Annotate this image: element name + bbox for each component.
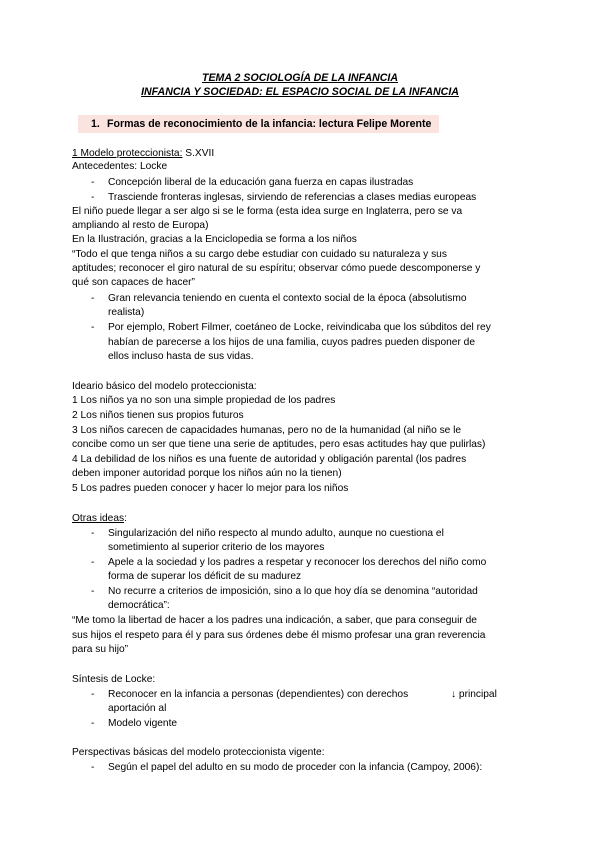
quote: qué son capaces de hacer” — [72, 277, 195, 288]
bullet-item: Concepción liberal de la educación gana fuerza en capas ilustradas — [108, 177, 414, 188]
bullet-item: Apele a la sociedad y los padres a respetar y reconocer los derechos del niño como — [108, 557, 487, 568]
model-heading — [72, 147, 214, 160]
list-item: 2 Los niños tienen sus propios futuros — [72, 410, 244, 421]
list-item: 3 Los niños carecen de capacidades humanas, pero no de la humanidad (al niño se le — [72, 425, 462, 436]
bullet-item: Trasciende fronteras inglesas, sirviendo de referencias a clases medias europeas — [108, 192, 477, 203]
paragraph: En la Ilustración, gracias a la Enciclopedia se forma a los niños — [72, 234, 357, 245]
bullet-dash: - — [91, 586, 95, 597]
model-century: S.XVII — [182, 148, 215, 159]
bullet-item: democrática”: — [108, 600, 170, 611]
bullet-item: Modelo vigente — [108, 718, 178, 729]
bullet-item: No recurre a criterios de imposición, sino a lo que hoy día se denomina “autoridad — [108, 586, 478, 597]
section-number: 1. — [91, 118, 100, 130]
paragraph: El niño puede llegar a ser algo si se le forma (esta idea surge en Inglaterra, pero se va — [72, 206, 463, 217]
bullet-dash: - — [91, 762, 95, 773]
bullet-item: forma de superar los déficit de su madurez — [108, 571, 302, 582]
down-arrow-note: ↓ principal — [451, 689, 497, 700]
quote: aptitudes; reconocer el giro natural de su espíritu; observar cómo puede descomponerse y — [72, 263, 481, 274]
bullet-item: realista) — [108, 307, 145, 318]
bullet-item: Según el papel del adulto en su modo de proceder con la infancia (Campoy, 2006): — [108, 762, 483, 773]
bullet-item: Por ejemplo, Robert Filmer, coetáneo de Locke, reivindicaba que los súbditos del rey — [108, 322, 491, 333]
bullet-dash: - — [91, 293, 95, 304]
quote: “Todo el que tenga niños a su cargo debe estudiar con cuidado su naturaleza y sus — [72, 249, 447, 260]
quote: para su hijo” — [72, 644, 129, 655]
sintesis-heading: Síntesis de Locke: — [72, 674, 156, 685]
bullet-item: sometimiento al superior criterio de los mayores — [108, 542, 325, 553]
list-item: 4 La debilidad de los niños es una fuente de autoridad y obligación parental (los padres — [72, 454, 467, 465]
list-item: deben imponer autoridad porque los niños aún no la tienen) — [72, 468, 342, 479]
otras-ideas-heading — [72, 512, 127, 525]
paragraph: ampliando al resto de Europa) — [72, 220, 209, 231]
section-heading: Formas de reconocimiento de la infancia: lectura Felipe Morente — [107, 118, 432, 130]
bullet-item: Gran relevancia teniendo en cuenta el contexto social de la época (absolutismo — [108, 293, 467, 304]
paragraph: Antecedentes: Locke — [72, 161, 168, 172]
otras-ideas-colon: : — [124, 513, 127, 524]
bullet-dash: - — [91, 192, 95, 203]
bullet-dash: - — [91, 689, 95, 700]
bullet-item: habían de parecerse a los hijos de una familia, cuyos padres pueden disponer de — [108, 337, 475, 348]
bullet-dash: - — [91, 718, 95, 729]
ideario-heading: Ideario básico del modelo proteccionista: — [72, 381, 257, 392]
list-item: 1 Los niños ya no son una simple propiedad de los padres — [72, 395, 336, 406]
otras-ideas-label: Otras ideas — [72, 513, 125, 524]
bullet-dash: - — [91, 322, 95, 333]
bullet-dash: - — [91, 557, 95, 568]
list-item: concibe como un ser que tiene una serie de aptitudes, pero esas actitudes hay que pulirlas) — [72, 439, 486, 450]
quote: “Me tomo la libertad de hacer a los padres una indicación, a saber, que para conseguir de — [72, 615, 477, 626]
bullet-item: ellos incluso hasta de sus vidas. — [108, 351, 254, 362]
document-subtitle: INFANCIA Y SOCIEDAD: EL ESPACIO SOCIAL DE LA INFANCIA — [141, 86, 459, 98]
bullet-item: Reconocer en la infancia a personas (dependientes) con derechos — [108, 689, 409, 700]
quote: sus hijos el respeto para él y para sus órdenes debe él mismo profesar una gran reverencia — [72, 630, 486, 641]
bullet-item: Singularización del niño respecto al mundo adulto, aunque no cuestiona el — [108, 528, 444, 539]
bullet-item: aportación al — [108, 703, 167, 714]
bullet-dash: - — [91, 177, 95, 188]
document-title: TEMA 2 SOCIOLOGÍA DE LA INFANCIA — [202, 72, 398, 84]
bullet-dash: - — [91, 528, 95, 539]
model-label: 1 Modelo proteccionista: — [72, 148, 183, 159]
perspectivas-heading: Perspectivas básicas del modelo proteccionista vigente: — [72, 747, 325, 758]
list-item: 5 Los padres pueden conocer y hacer lo mejor para los niños — [72, 483, 349, 494]
